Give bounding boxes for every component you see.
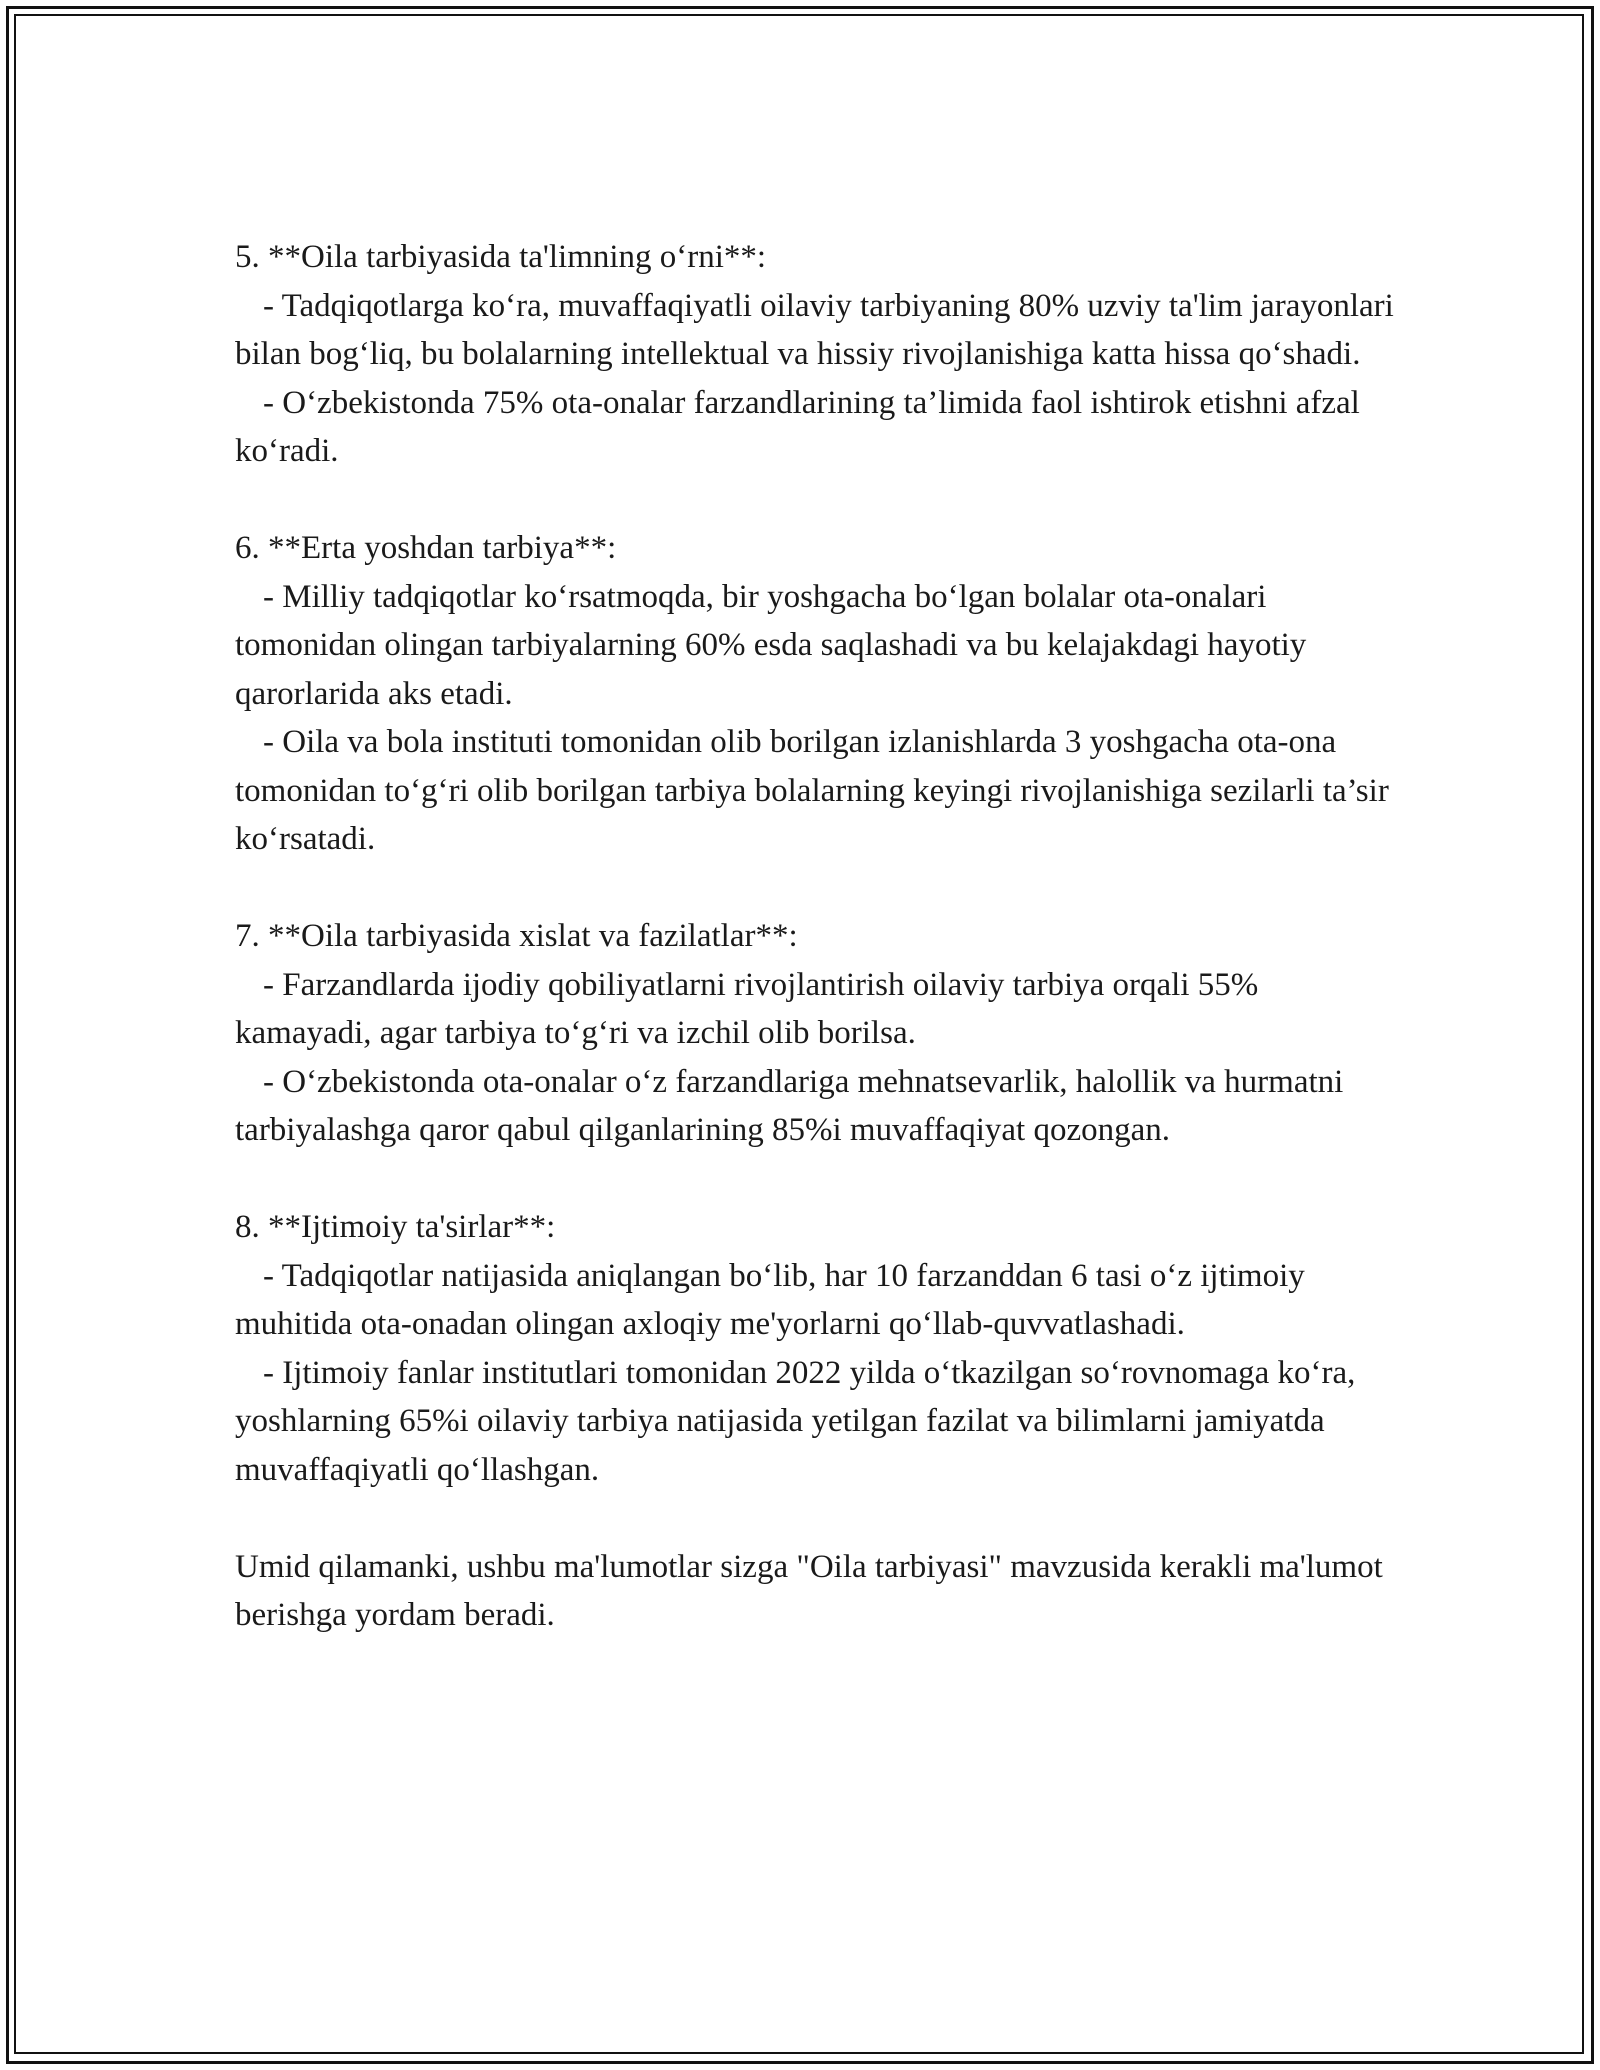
section-bullet: - O‘zbekistonda 75% ota-onalar farzandlarining ta’limida faol ishtirok etishni afzal ko‘radi. xyxy=(235,384,1369,469)
closing-text: Umid qilamanki, ushbu ma'lumotlar sizga "Oila tarbiyasi" mavzusida kerakli ma'lumot berishga yordam beradi. xyxy=(235,1548,1391,1633)
section-bullet: - Ijtimoiy fanlar institutlari tomonidan 2022 yilda o‘tkazilgan so‘rovnomaga ko‘ra, yoshlarning 65%i oilaviy tarbiya natijasida yetilgan fazilat va bilimlarni jamiyatda muvaffaqiyatli qo‘llashgan. xyxy=(235,1354,1364,1488)
section-heading: 8. **Ijtimoiy ta'sirlar**: xyxy=(235,1209,556,1245)
section-heading: 6. **Erta yoshdan tarbiya**: xyxy=(235,530,617,566)
section-7 xyxy=(235,912,1395,1155)
section-bullet: - O‘zbekistonda ota-onalar o‘z farzandlariga mehnatsevarlik, halollik va hurmatni tarbiyalashga qaror qabul qilganlarining 85%i muvaffaqiyat qozongan. xyxy=(235,1063,1352,1148)
section-8 xyxy=(235,1203,1395,1494)
section-bullet: - Tadqiqotlarga ko‘ra, muvaffaqiyatli oilaviy tarbiyaning 80% uzviy ta'lim jarayonlari bilan bog‘liq, bu bolalarning intellektual va hissiy rivojlanishiga katta hissa qo‘shadi. xyxy=(235,287,1403,372)
document-body xyxy=(235,233,1403,1688)
section-bullet: - Milliy tadqiqotlar ko‘rsatmoqda, bir yoshgacha bo‘lgan bolalar ota-onalari tomonidan olingan tarbiyalarning 60% esda saqlashadi va bu kelajakdagi hayotiy qarorlarida aks etadi. xyxy=(235,578,1315,712)
section-bullet: - Oila va bola instituti tomonidan olib borilgan izlanishlarda 3 yoshgacha ota-ona tomonidan to‘g‘ri olib borilgan tarbiya bolalarning keyingi rivojlanishiga sezilarli ta’sir ko‘rsatadi. xyxy=(235,724,1398,857)
section-5 xyxy=(235,233,1403,476)
closing-paragraph xyxy=(235,1543,1395,1640)
section-heading: 5. **Oila tarbiyasida ta'limning o‘rni**: xyxy=(235,239,767,275)
section-bullet: - Farzandlarda ijodiy qobiliyatlarni rivojlantirish oilaviy tarbiya orqali 55% kamayadi, agar tarbiya to‘g‘ri va izchil olib borilsa. xyxy=(235,966,1267,1051)
section-bullet: - Tadqiqotlar natijasida aniqlangan bo‘lib, har 10 farzanddan 6 tasi o‘z ijtimoiy muhitida ota-onadan olingan axloqiy me'yorlarni qo‘llab-quvvatlashadi. xyxy=(235,1257,1314,1342)
section-6 xyxy=(235,524,1398,864)
section-heading: 7. **Oila tarbiyasida xislat va fazilatlar**: xyxy=(235,918,798,954)
